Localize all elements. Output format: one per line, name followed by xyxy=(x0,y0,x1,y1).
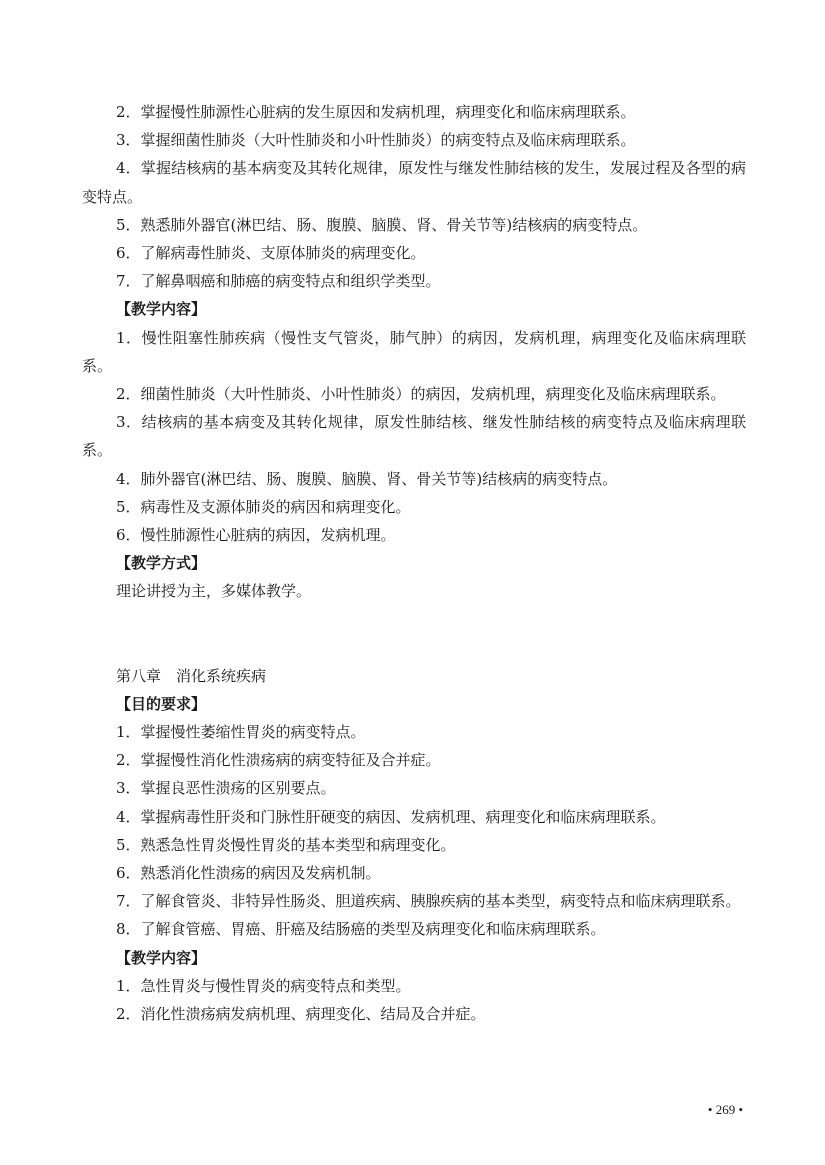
section-heading: 【目的要求】 xyxy=(116,694,207,713)
list-item: 4．肺外器官(淋巴结、肠、腹膜、脑膜、肾、骨关节等)结核病的病变特点。 xyxy=(116,469,618,488)
page-number: • 269 • xyxy=(707,1102,743,1117)
paragraph: 理论讲授为主，多媒体教学。 xyxy=(116,582,312,601)
list-item: 5．熟悉急性胃炎慢性胃炎的基本类型和病理变化。 xyxy=(116,835,456,854)
list-item: 8．了解食管癌、胃癌、肝癌及结肠癌的类型及病理变化和临床病理联系。 xyxy=(116,920,606,939)
list-item: 6．了解病毒性肺炎、支原体肺炎的病理变化。 xyxy=(116,244,426,263)
list-item: 7．了解食管炎、非特异性肠炎、胆道疾病、胰腺疾病的基本类型，病变特点和临床病理联系。 xyxy=(116,892,741,911)
section-heading: 【教学内容】 xyxy=(116,948,207,967)
section-heading: 【教学方式】 xyxy=(116,554,207,573)
list-item: 4．掌握病毒性肝炎和门脉性肝硬变的病因、发病机理、病理变化和临床病理联系。 xyxy=(116,807,666,826)
list-item: 4．掌握结核病的基本病变及其转化规律，原发性与继发性肺结核的发生，发展过程及各型的病变特点。 xyxy=(82,159,746,206)
chapter-title: 第八章 消化系统疾病 xyxy=(116,666,267,685)
list-item: 7．了解鼻咽癌和肺癌的病变特点和组织学类型。 xyxy=(116,272,441,291)
section-gap xyxy=(82,606,746,662)
list-item: 2．消化性溃疡病发病机理、病理变化、结局及合并症。 xyxy=(116,1005,486,1024)
list-item: 2．掌握慢性消化性溃疡病的病变特征及合并症。 xyxy=(116,751,441,770)
list-item: 1．急性胃炎与慢性胃炎的病变特点和类型。 xyxy=(116,976,411,995)
list-item: 2．掌握慢性肺源性心脏病的发生原因和发病机理，病理变化和临床病理联系。 xyxy=(116,103,636,121)
list-item: 6．熟悉消化性溃疡的病因及发病机制。 xyxy=(116,864,381,883)
list-item: 5．病毒性及支源体肺炎的病因和病理变化。 xyxy=(116,497,411,516)
list-item: 3．结核病的基本病变及其转化规律，原发性肺结核、继发性肺结核的病变特点及临床病理联系。 xyxy=(82,413,746,460)
list-item: 3．掌握良恶性溃疡的区别要点。 xyxy=(116,779,336,798)
list-item: 3．掌握细菌性肺炎（大叶性肺炎和小叶性肺炎）的病变特点及临床病理联系。 xyxy=(116,131,636,150)
list-item: 1．慢性阻塞性肺疾病（慢性支气管炎，肺气肿）的病因，发病机理，病理变化及临床病理联系。 xyxy=(82,328,746,375)
section-heading: 【教学内容】 xyxy=(116,300,207,319)
list-item: 5．熟悉肺外器官(淋巴结、肠、腹膜、脑膜、肾、骨关节等)结核病的病变特点。 xyxy=(116,215,648,234)
list-item: 2．细菌性肺炎（大叶性肺炎、小叶性肺炎）的病因，发病机理，病理变化及临床病理联系。 xyxy=(116,385,726,404)
list-item: 6．慢性肺源性心脏病的病因，发病机理。 xyxy=(116,526,396,545)
list-item: 1．掌握慢性萎缩性胃炎的病变特点。 xyxy=(116,723,366,742)
page-body xyxy=(82,98,746,1028)
